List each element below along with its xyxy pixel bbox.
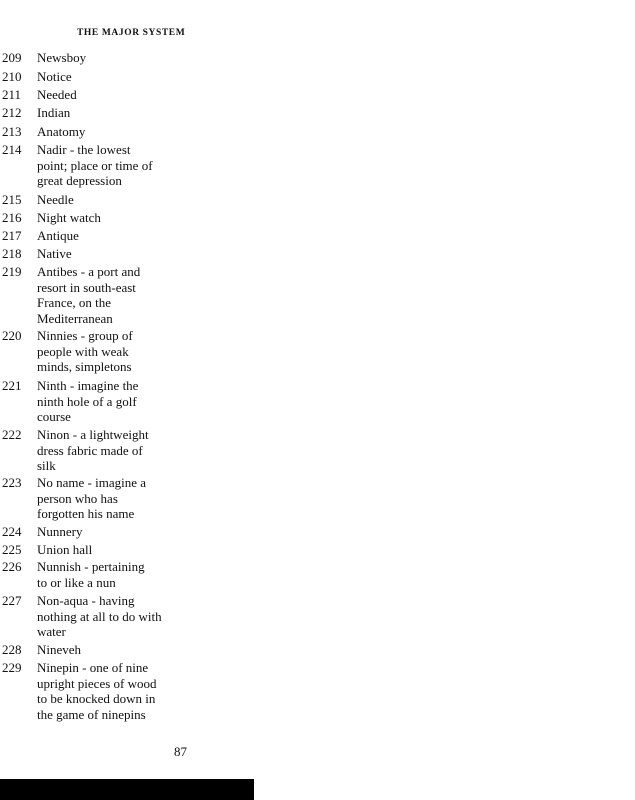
entry-number: 209 (2, 50, 22, 65)
entry-number: 217 (2, 228, 22, 243)
entry-line: resort in south-east (37, 279, 136, 295)
entry-line: Nunnish - pertaining (37, 559, 145, 574)
entry-line: Nineveh (37, 642, 82, 657)
entry-text (37, 264, 175, 326)
entry-number: 210 (2, 69, 22, 84)
entry-line: Ninon - a lightweight (37, 427, 149, 442)
entry-line: forgotten his name (37, 506, 135, 522)
entry-number: 218 (2, 246, 22, 261)
entry-line: point; place or time of (37, 157, 153, 173)
entry-number: 225 (2, 542, 22, 557)
entry-line: water (37, 624, 66, 640)
entry-line: Nunnery (37, 524, 83, 539)
entry-number: 216 (2, 210, 22, 225)
entry-line: nothing at all to do with (37, 608, 162, 624)
entry-number: 214 (2, 142, 22, 157)
entry-number: 229 (2, 660, 22, 675)
entry-text (37, 427, 175, 474)
entry-number: 221 (2, 378, 22, 393)
entry-line: to or like a nun (37, 574, 116, 590)
entry-number: 212 (2, 105, 22, 120)
entry-line: silk (37, 458, 56, 474)
entry-text (37, 475, 175, 522)
entry-line: Ninnies - group of (37, 328, 133, 343)
entry-number: 228 (2, 642, 22, 657)
entry-line: ninth hole of a golf (37, 393, 137, 409)
entry-number: 219 (2, 264, 22, 279)
entry-line: Nadir - the lowest (37, 142, 131, 157)
entry-line: upright pieces of wood (37, 675, 157, 691)
entry-number: 223 (2, 475, 22, 490)
entry-text (37, 105, 175, 121)
scan-edge-bar (0, 779, 254, 800)
entry-line: Mediterranean (37, 310, 113, 326)
entry-text (37, 69, 175, 85)
entry-line: course (37, 409, 71, 425)
entry-text (37, 642, 175, 658)
entry-text (37, 228, 175, 244)
entry-line: Needed (37, 87, 77, 102)
entry-line: France, on the (37, 295, 112, 311)
page-number: 87 (174, 744, 187, 759)
entry-text (37, 87, 175, 103)
entry-line: to be knocked down in (37, 691, 156, 707)
entry-text (37, 542, 175, 558)
entry-number: 215 (2, 192, 22, 207)
entry-text (37, 378, 175, 425)
entry-text (37, 593, 175, 640)
entry-line: great depression (37, 173, 122, 189)
entry-line: Needle (37, 192, 74, 207)
entry-line: people with weak (37, 343, 129, 359)
entry-line: Ninth - imagine the (37, 378, 139, 393)
entry-line: the game of ninepins (37, 706, 146, 722)
entry-number: 226 (2, 559, 22, 574)
entry-line: Anatomy (37, 124, 86, 139)
entry-line: Non-aqua - having (37, 593, 135, 608)
entry-text (37, 124, 175, 140)
entry-text (37, 524, 175, 540)
entry-line: Indian (37, 105, 71, 120)
entry-number: 220 (2, 328, 22, 343)
entry-number: 222 (2, 427, 22, 442)
entry-line: Ninepin - one of nine (37, 660, 149, 675)
entry-line: No name - imagine a (37, 475, 147, 490)
entry-text (37, 50, 175, 66)
entry-line: dress fabric made of (37, 442, 143, 458)
entry-line: Union hall (37, 542, 93, 557)
entry-text (37, 559, 175, 590)
entry-line: Antique (37, 228, 79, 243)
entry-line: person who has (37, 490, 118, 506)
entry-line: Antibes - a port and (37, 264, 141, 279)
entry-line: Notice (37, 69, 72, 84)
entry-text (37, 660, 175, 722)
running-header: THE MAJOR SYSTEM (77, 28, 186, 38)
entry-text (37, 210, 175, 226)
entry-number: 227 (2, 593, 22, 608)
entry-line: Night watch (37, 210, 101, 225)
entry-text (37, 192, 175, 208)
entry-line: Newsboy (37, 50, 87, 65)
entry-text (37, 328, 175, 375)
entry-line: minds, simpletons (37, 359, 132, 375)
entry-number: 211 (2, 87, 22, 102)
entry-number: 224 (2, 524, 22, 539)
entry-text (37, 246, 175, 262)
entry-text (37, 142, 175, 189)
entry-number: 213 (2, 124, 22, 139)
entry-line: Native (37, 246, 72, 261)
